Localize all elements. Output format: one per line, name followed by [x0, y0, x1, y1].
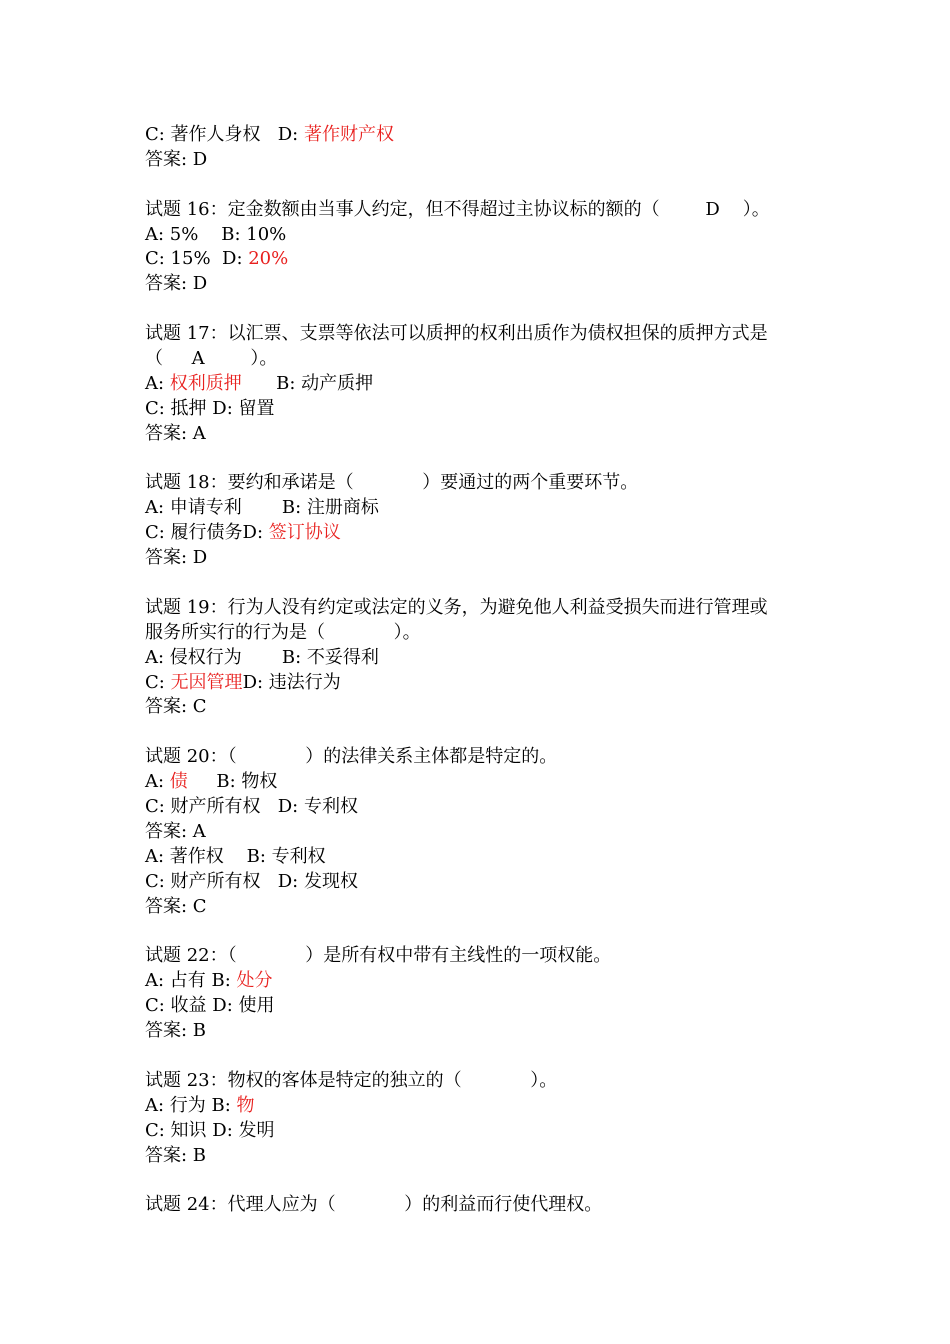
q22-option-b-highlight: 处分: [236, 970, 273, 992]
q23-option-b-highlight: 物: [236, 1094, 255, 1116]
q18-answer: 答案: D: [145, 547, 208, 569]
q19-option-c-highlight: 无因管理: [170, 671, 243, 693]
q17-option-b-text: B: 动产质押: [241, 372, 374, 394]
q17-option-a-highlight: 权利质押: [169, 372, 242, 394]
q23-answer: 答案: B: [145, 1144, 207, 1166]
q24-stem: 试题 24：代理人应为（ ）的利益而行使代理权。: [145, 1194, 603, 1216]
q17-stem-line2: （ A ）。: [145, 348, 278, 370]
q21-answer: 答案: C: [145, 895, 207, 917]
q20-option-b-text: B: 物权: [187, 771, 278, 793]
q18-option-d-highlight: 签订协议: [268, 522, 341, 544]
q20-answer: 答案: A: [145, 820, 206, 842]
q20-option-ab: [145, 770, 825, 795]
q18-stem: 试题 18：要约和承诺是（ ）要通过的两个重要环节。: [145, 472, 639, 494]
q19-option-cd: [145, 671, 825, 696]
q22-option-ab: [145, 969, 825, 994]
q17-option-ab: [145, 372, 825, 397]
q19-stem-line1: 试题 19：行为人没有约定或法定的义务，为避免他人利益受损失而进行管理或: [145, 596, 768, 618]
document-page: [145, 123, 825, 1218]
q22-answer: 答案: B: [145, 1020, 207, 1042]
q23-option-a-text: A: 行为 B:: [145, 1094, 237, 1116]
q23-option-ab: [145, 1094, 825, 1119]
q19-stem-line2: 服务所实行的行为是（ ）。: [145, 621, 421, 643]
q16-answer: 答案: D: [145, 273, 208, 295]
q20-stem: 试题 20：（ ）的法律关系主体都是特定的。: [145, 746, 558, 768]
q16-option-d-highlight: 20%: [248, 248, 289, 270]
q23-option-cd: C: 知识 D: 发明: [145, 1119, 275, 1141]
q16-option-cd: [145, 247, 825, 272]
q21-option-ab: A: 著作权 B: 专利权: [145, 845, 326, 867]
q19-option-ab: A: 侵权行为 B: 不妥得利: [145, 646, 379, 668]
q23-stem: 试题 23：物权的客体是特定的独立的（ ）。: [145, 1069, 558, 1091]
q17-stem-line1: 试题 17：以汇票、支票等依法可以质押的权利出质作为债权担保的质押方式是: [145, 323, 768, 345]
q16-option-c-text: C: 15% D:: [145, 248, 249, 270]
q17-option-cd: C: 抵押 D: 留置: [145, 397, 275, 419]
q20-option-cd: C: 财产所有权 D: 专利权: [145, 796, 358, 818]
q18-option-cd: [145, 521, 825, 546]
q17-answer: 答案: A: [145, 422, 206, 444]
q15-option-c-text: C: 著作人身权 D:: [145, 124, 304, 145]
q22-stem: 试题 22：（ ）是所有权中带有主线性的一项权能。: [145, 945, 612, 967]
q18-option-ab: A: 申请专利 B: 注册商标: [145, 497, 379, 519]
q19-option-c-prefix: C:: [145, 671, 171, 693]
q16-stem: 试题 16：定金数额由当事人约定，但不得超过主协议标的额的（ D ）。: [145, 198, 770, 220]
q20-option-a-prefix: A:: [145, 771, 170, 793]
q16-option-ab: A: 5% B: 10%: [145, 223, 287, 245]
q21-option-cd: C: 财产所有权 D: 发现权: [145, 870, 358, 892]
q18-option-c-text: C: 履行债务D:: [145, 522, 269, 544]
q19-option-d-text: D: 违法行为: [242, 671, 341, 693]
q15-option-d-highlight: 著作财产权: [303, 124, 394, 145]
q20-option-a-highlight: 债: [169, 771, 188, 793]
q19-answer: 答案: C: [145, 696, 207, 718]
q22-option-cd: C: 收益 D: 使用: [145, 995, 275, 1017]
q17-option-a-prefix: A:: [145, 372, 170, 394]
q15-option-cd: [145, 123, 825, 148]
q15-answer: 答案: D: [145, 148, 208, 170]
q22-option-a-text: A: 占有 B:: [145, 970, 237, 992]
